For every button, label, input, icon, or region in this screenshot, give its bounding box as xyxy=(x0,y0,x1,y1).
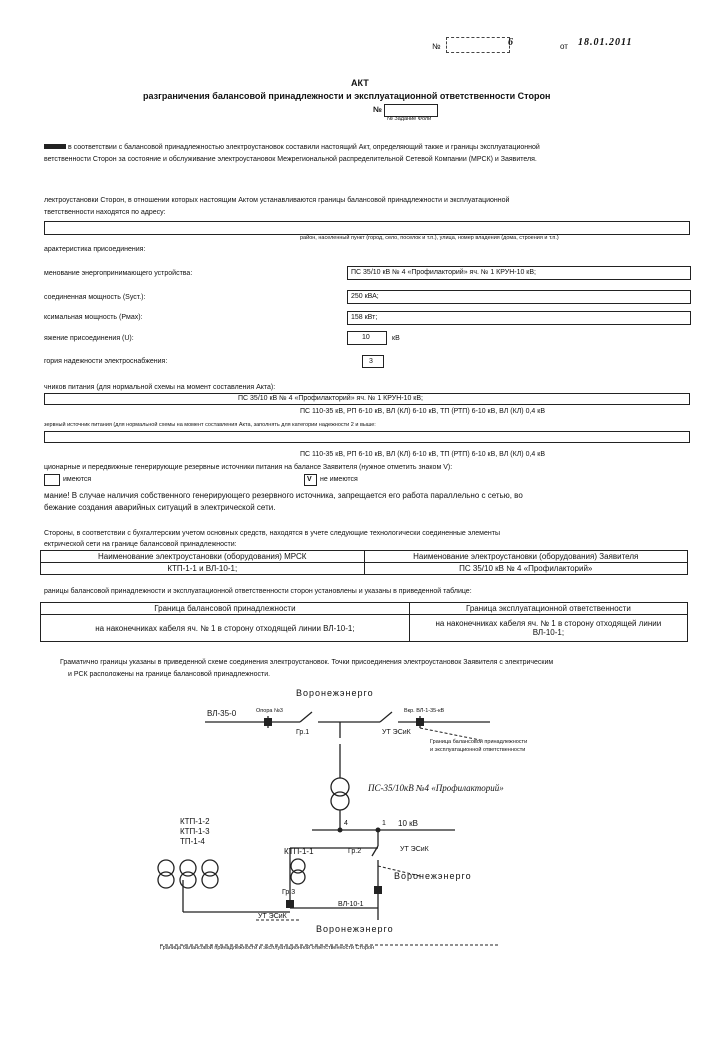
label-line-left: ВЛ-35-0 xyxy=(207,709,237,718)
reserve-caption: зервный источник питания (для нормальной схемы на момент составления Акта, заполнять для категории надежности 2 и выше: xyxy=(44,422,376,428)
act-date-label: от xyxy=(560,42,568,51)
table-row xyxy=(41,615,688,642)
label-substation: ПС-35/10кВ №4 «Профилакторий» xyxy=(368,783,504,793)
elements-col2-value: ПС 35/10 кВ № 4 «Профилакторий» xyxy=(364,563,688,575)
elements-col1-value: КТП-1-1 и ВЛ-10-1; xyxy=(41,563,365,575)
act-number-stamp xyxy=(446,37,510,53)
boundaries-col2-header: Граница эксплуатационной ответственности xyxy=(409,603,687,615)
act-date-value: 18.01.2011 xyxy=(578,37,633,48)
scan-blot xyxy=(44,144,66,149)
reliability-label: гория надежности электроснабжения: xyxy=(44,358,168,365)
legend-bottom: Граница балансовой принадлежности и эксплуатационной ответственности Сторон xyxy=(160,945,375,951)
max-power-label: ксимальная мощность (Pмах): xyxy=(44,314,143,321)
label-ut-bottom: УТ ЭСиК xyxy=(258,913,287,920)
voltage-value: 10 xyxy=(362,334,370,341)
device-name-field xyxy=(347,266,691,280)
device-name-label: менование энергопринимающего устройства: xyxy=(44,270,193,277)
label-voronezh-mid: Воронежэнерго xyxy=(394,871,472,881)
label-ut-mid: УТ ЭСиК xyxy=(400,846,429,853)
boundaries-table xyxy=(40,602,688,642)
generators-no-label: не имеются xyxy=(320,476,358,483)
reliability-value: 3 xyxy=(369,358,373,365)
table-row xyxy=(41,551,688,563)
legend-right-2: и эксплуатационной ответственности xyxy=(430,747,526,753)
sources-types-2: ПС 110-35 кВ, РП 6-10 кВ, ВЛ (КЛ) 6-10 кВ, ТП (РТП) 6-10 кВ, ВЛ (КЛ) 0,4 кВ xyxy=(300,451,545,458)
label-vl-10-1: ВЛ-10-1 xyxy=(338,901,364,908)
generators-yes-checkbox[interactable] xyxy=(44,474,60,486)
boundaries-col1-value: на наконечниках кабеля яч. № 1 в сторону отходящей линии ВЛ-10-1; xyxy=(41,615,410,642)
characteristics-label: арактеристика присоединения: xyxy=(44,246,146,253)
title-number-label: № xyxy=(373,105,382,114)
device-name-value: ПС 35/10 кВ № 4 «Профилакторий» яч. № 1 КРУН-10 кВ; xyxy=(351,269,536,276)
address-caption: район, населенный пункт (город, село, поселок и т.п.), улица, номер владения (дома, строения и т.п.) xyxy=(300,235,559,241)
table-row xyxy=(41,563,688,575)
generators-line: ционарные и передвижные генерирующие резервные источники питания на балансе Заявителя (нужное отметить знаком V): xyxy=(44,464,453,471)
section5-line: раницы балансовой принадлежности и эксплуатационной ответственности сторон установлены и указаны в приведенной таблице: xyxy=(44,588,472,595)
label-voronezh-bottom: Воронежэнерго xyxy=(316,924,394,934)
connected-power-field xyxy=(347,290,691,304)
voltage-unit: кВ xyxy=(392,335,400,342)
act-number-label: № xyxy=(432,42,441,51)
label-ktp-1-3: КТП-1-3 xyxy=(180,827,210,836)
label-tp-1-4: ТП-1-4 xyxy=(180,837,205,846)
sources-types-1: ПС 110-35 кВ, РП 6-10 кВ, ВЛ (КЛ) 6-10 кВ, ТП (РТП) 6-10 кВ, ВЛ (КЛ) 0,4 кВ xyxy=(300,408,545,415)
act-number-value: 6 xyxy=(508,37,513,48)
generators-yes-label: имеются xyxy=(63,476,92,483)
intro-line-1: в соответствии с балансовой принадлежностью электроустановок составили настоящий Акт, определяющий также и границы эксплуатационной xyxy=(68,144,540,151)
address-field xyxy=(44,221,690,235)
title-description: разграничения балансовой принадлежности и эксплуатационной ответственности Сторон xyxy=(143,91,551,101)
max-power-value: 158 кВт; xyxy=(351,314,378,321)
label-support: Опора №3 xyxy=(256,708,283,714)
label-gr1: Гр.1 xyxy=(296,729,310,736)
sources-value: ПС 35/10 кВ № 4 «Профилакторий» яч. № 1 КРУН-10 кВ; xyxy=(238,395,423,402)
section6-line-2: и РСК расположены на границе балансовой принадлежности. xyxy=(68,671,271,678)
generators-no-checkbox[interactable] xyxy=(304,474,317,486)
label-ut-top: УТ ЭСиК xyxy=(382,729,411,736)
max-power-field xyxy=(347,311,691,325)
voltage-field xyxy=(347,331,387,345)
warning-line-2: бежание создания аварийных ситуаций в электрической сети. xyxy=(44,503,276,512)
elements-col2-header: Наименование электроустановки (оборудования) Заявителя xyxy=(364,551,688,563)
label-bus-voltage: 10 кВ xyxy=(398,819,418,828)
connected-power-value: 250 кВА; xyxy=(351,293,379,300)
reliability-field xyxy=(362,355,384,368)
table-row xyxy=(41,603,688,615)
intro-line-2: ветственности Сторон за состояние и обслуживание электроустановок Межрегиональной распределительной Сетевой Компании (МРСК) и Заявителя. xyxy=(44,156,537,163)
boundaries-col2-value xyxy=(409,615,687,642)
boundaries-col2-value-line1: на наконечниках кабеля яч. № 1 в сторону отходящей линии xyxy=(435,619,662,628)
title-act: АКТ xyxy=(351,78,369,88)
title-number-caption: № Задание Фоли xyxy=(387,116,432,122)
reserve-field xyxy=(44,431,690,443)
section4-line-2: ектрической сети на границе балансовой принадлежности: xyxy=(44,541,237,548)
boundaries-col2-value-line2: ВЛ-10-1; xyxy=(532,628,565,638)
connected-power-label: соединенная мощность (Sуст.): xyxy=(44,294,146,301)
label-voronezh-top: Воронежэнерго xyxy=(296,688,374,698)
label-line-right: Вкр. ВЛ-1-35-кВ xyxy=(404,708,445,714)
diagram-lines xyxy=(0,680,718,960)
warning-line-1: мание! В случае наличия собственного генерирующего резервного источника, запрещается его работа параллельно с сетью, во xyxy=(44,491,523,500)
section1-line-1: лектроустановки Сторон, в отношении которых настоящим Актом устанавливаются границы балансовой принадлежности и эксплуатационной xyxy=(44,197,510,204)
sources-label: чников питания (для нормальной схемы на момент составления Акта): xyxy=(44,384,276,391)
label-gr2: Гр.2 xyxy=(348,848,362,855)
generators-no-mark: V xyxy=(307,476,312,483)
label-ktp-1-2: КТП-1-2 xyxy=(180,817,210,826)
connection-diagram xyxy=(0,680,718,960)
sources-field xyxy=(44,393,690,405)
label-gr3: Гр.3 xyxy=(282,889,296,896)
voltage-label: яжение присоединения (U): xyxy=(44,335,134,342)
legend-right-1: Граница балансовой принадлежности xyxy=(430,739,528,745)
section1-line-2: тветственности находятся по адресу: xyxy=(44,209,166,216)
elements-table xyxy=(40,550,688,575)
label-bus-1: 1 xyxy=(382,820,386,827)
label-ktp-1-1: КТП-1-1 xyxy=(284,847,314,856)
label-bus-4: 4 xyxy=(344,820,348,827)
section4-line-1: Стороны, в соответствии с бухгалтерским учетом основных средств, находятся в учете следующие технологически соединенные элементы xyxy=(44,530,500,537)
section6-line-1: Граматично границы указаны в приведенной схеме соединения электроустановок. Точки присоединения электроустановок Заявителя с электрическим xyxy=(60,659,554,666)
elements-col1-header: Наименование электроустановки (оборудования) МРСК xyxy=(41,551,365,563)
boundaries-col1-header: Граница балансовой принадлежности xyxy=(41,603,410,615)
